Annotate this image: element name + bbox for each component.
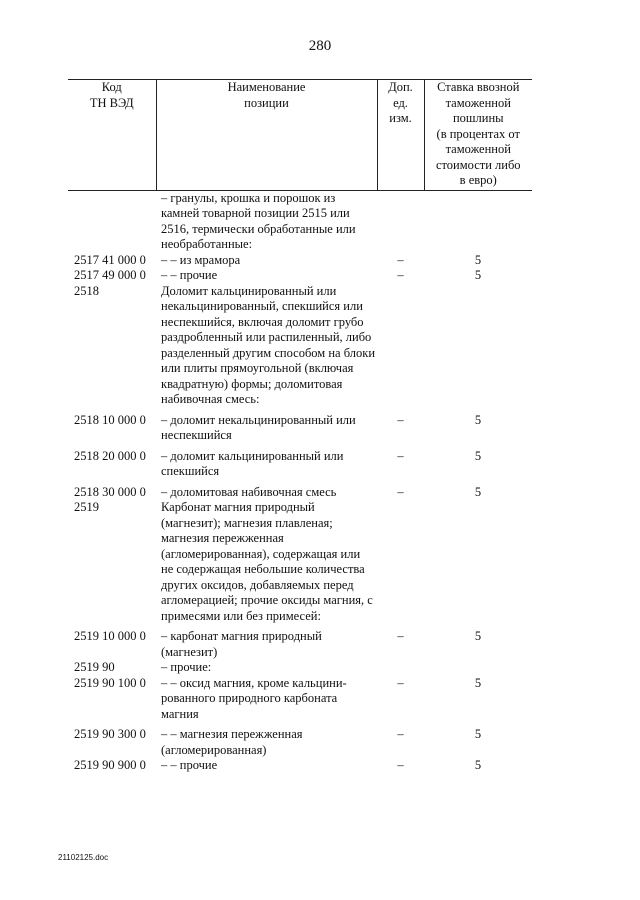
table-row (68, 268, 532, 284)
table-row (68, 722, 532, 758)
header-code: Код ТН ВЭД (68, 80, 156, 191)
row-name: – доломит некальцинированный или неспекшийся (161, 412, 356, 442)
row-rate (424, 660, 532, 676)
table-row (68, 480, 532, 501)
table-row (68, 253, 532, 269)
row-unit (377, 284, 424, 408)
row-unit: – (397, 629, 404, 643)
row-name: – – прочие (161, 758, 218, 772)
table-header-row (68, 80, 532, 191)
row-rate (424, 190, 532, 253)
row-code: 2519 10 000 0 (74, 629, 146, 643)
row-name: – – из мрамора (161, 252, 241, 267)
row-unit (377, 500, 424, 624)
row-name: – карбонат магния природный (магнезит) (161, 629, 322, 659)
row-unit: – (397, 412, 404, 427)
header-rate: Ставка ввозной таможенной пошлины (в процентах от таможенной стоимости либо в евро) (424, 80, 532, 191)
row-rate: 5 (474, 484, 482, 499)
row-unit: – (397, 448, 404, 463)
table-row (68, 758, 532, 774)
tariff-table (68, 79, 532, 774)
row-rate: 5 (474, 629, 482, 643)
table-body (68, 190, 532, 774)
row-code: 2517 41 000 0 (74, 252, 146, 267)
table-row (68, 500, 532, 624)
row-name: – доломит кальцинированный или спекшийся (161, 448, 344, 478)
row-unit: – (397, 252, 404, 267)
table-row (68, 624, 532, 660)
row-code: 2518 30 000 0 (74, 484, 146, 499)
row-unit: – (397, 484, 404, 499)
row-unit (377, 190, 424, 253)
row-code (68, 190, 156, 253)
row-name: – прочие: (161, 660, 212, 674)
file-name-footer: 21102125.doc (58, 853, 109, 862)
table-row (68, 676, 532, 723)
row-rate (424, 500, 532, 624)
row-unit: – (397, 675, 404, 690)
row-rate: 5 (474, 448, 482, 463)
row-code: 2519 90 900 0 (74, 758, 146, 772)
row-code: 2518 20 000 0 (74, 448, 146, 463)
row-unit: – (397, 758, 404, 772)
table-row (68, 660, 532, 676)
row-name: – – магнезия пережженная (агломерированная) (161, 727, 303, 757)
header-name: Наименование позиции (156, 80, 377, 191)
row-code: 2518 10 000 0 (74, 412, 146, 427)
row-name: – гранулы, крошка и порошок из камней товарной позиции 2515 или 2516, термически обработанные или необработанные: (161, 190, 356, 251)
row-unit: – (397, 727, 404, 741)
row-code: 2519 (74, 500, 99, 514)
row-code: 2519 90 300 0 (74, 727, 146, 741)
row-rate: 5 (474, 412, 482, 427)
row-rate: 5 (474, 758, 482, 772)
table-row (68, 284, 532, 408)
row-rate: 5 (474, 268, 482, 282)
row-unit (377, 660, 424, 676)
row-name: – доломитовая набивочная смесь (161, 484, 337, 499)
table-row (68, 408, 532, 444)
row-code: 2518 (74, 283, 99, 298)
row-rate: 5 (474, 252, 482, 267)
table-row (68, 190, 532, 253)
page-number: 280 (308, 38, 332, 54)
row-code: 2517 49 000 0 (74, 268, 146, 282)
row-name: Доломит кальцинированный или некальцинированный, спекшийся или неспекшийся, включая доломит грубо раздробленный или распиленный, либо разделенный другим способом на блоки или плиты прямоугольной (включая квадратную) формы; доломитовая набивочная смесь: (161, 283, 376, 406)
row-code: 2519 90 (74, 660, 115, 674)
header-unit: Доп. ед. изм. (377, 80, 424, 191)
row-name: – – оксид магния, кроме кальцини-рованного природного карбоната магния (161, 675, 347, 721)
table-row (68, 444, 532, 480)
row-code: 2519 90 100 0 (74, 675, 146, 690)
row-rate (424, 284, 532, 408)
row-rate: 5 (474, 727, 482, 741)
row-name: Карбонат магния природный (магнезит); магнезия плавленая; магнезия пережженная (агломерированная), содержащая или не содержащая небольшие количества других оксидов, добавляемых перед агломерацией; прочие оксиды магния, с примесями или без примесей: (161, 500, 373, 623)
row-name: – – прочие (161, 268, 218, 282)
row-unit: – (397, 268, 404, 282)
row-rate: 5 (474, 675, 482, 690)
